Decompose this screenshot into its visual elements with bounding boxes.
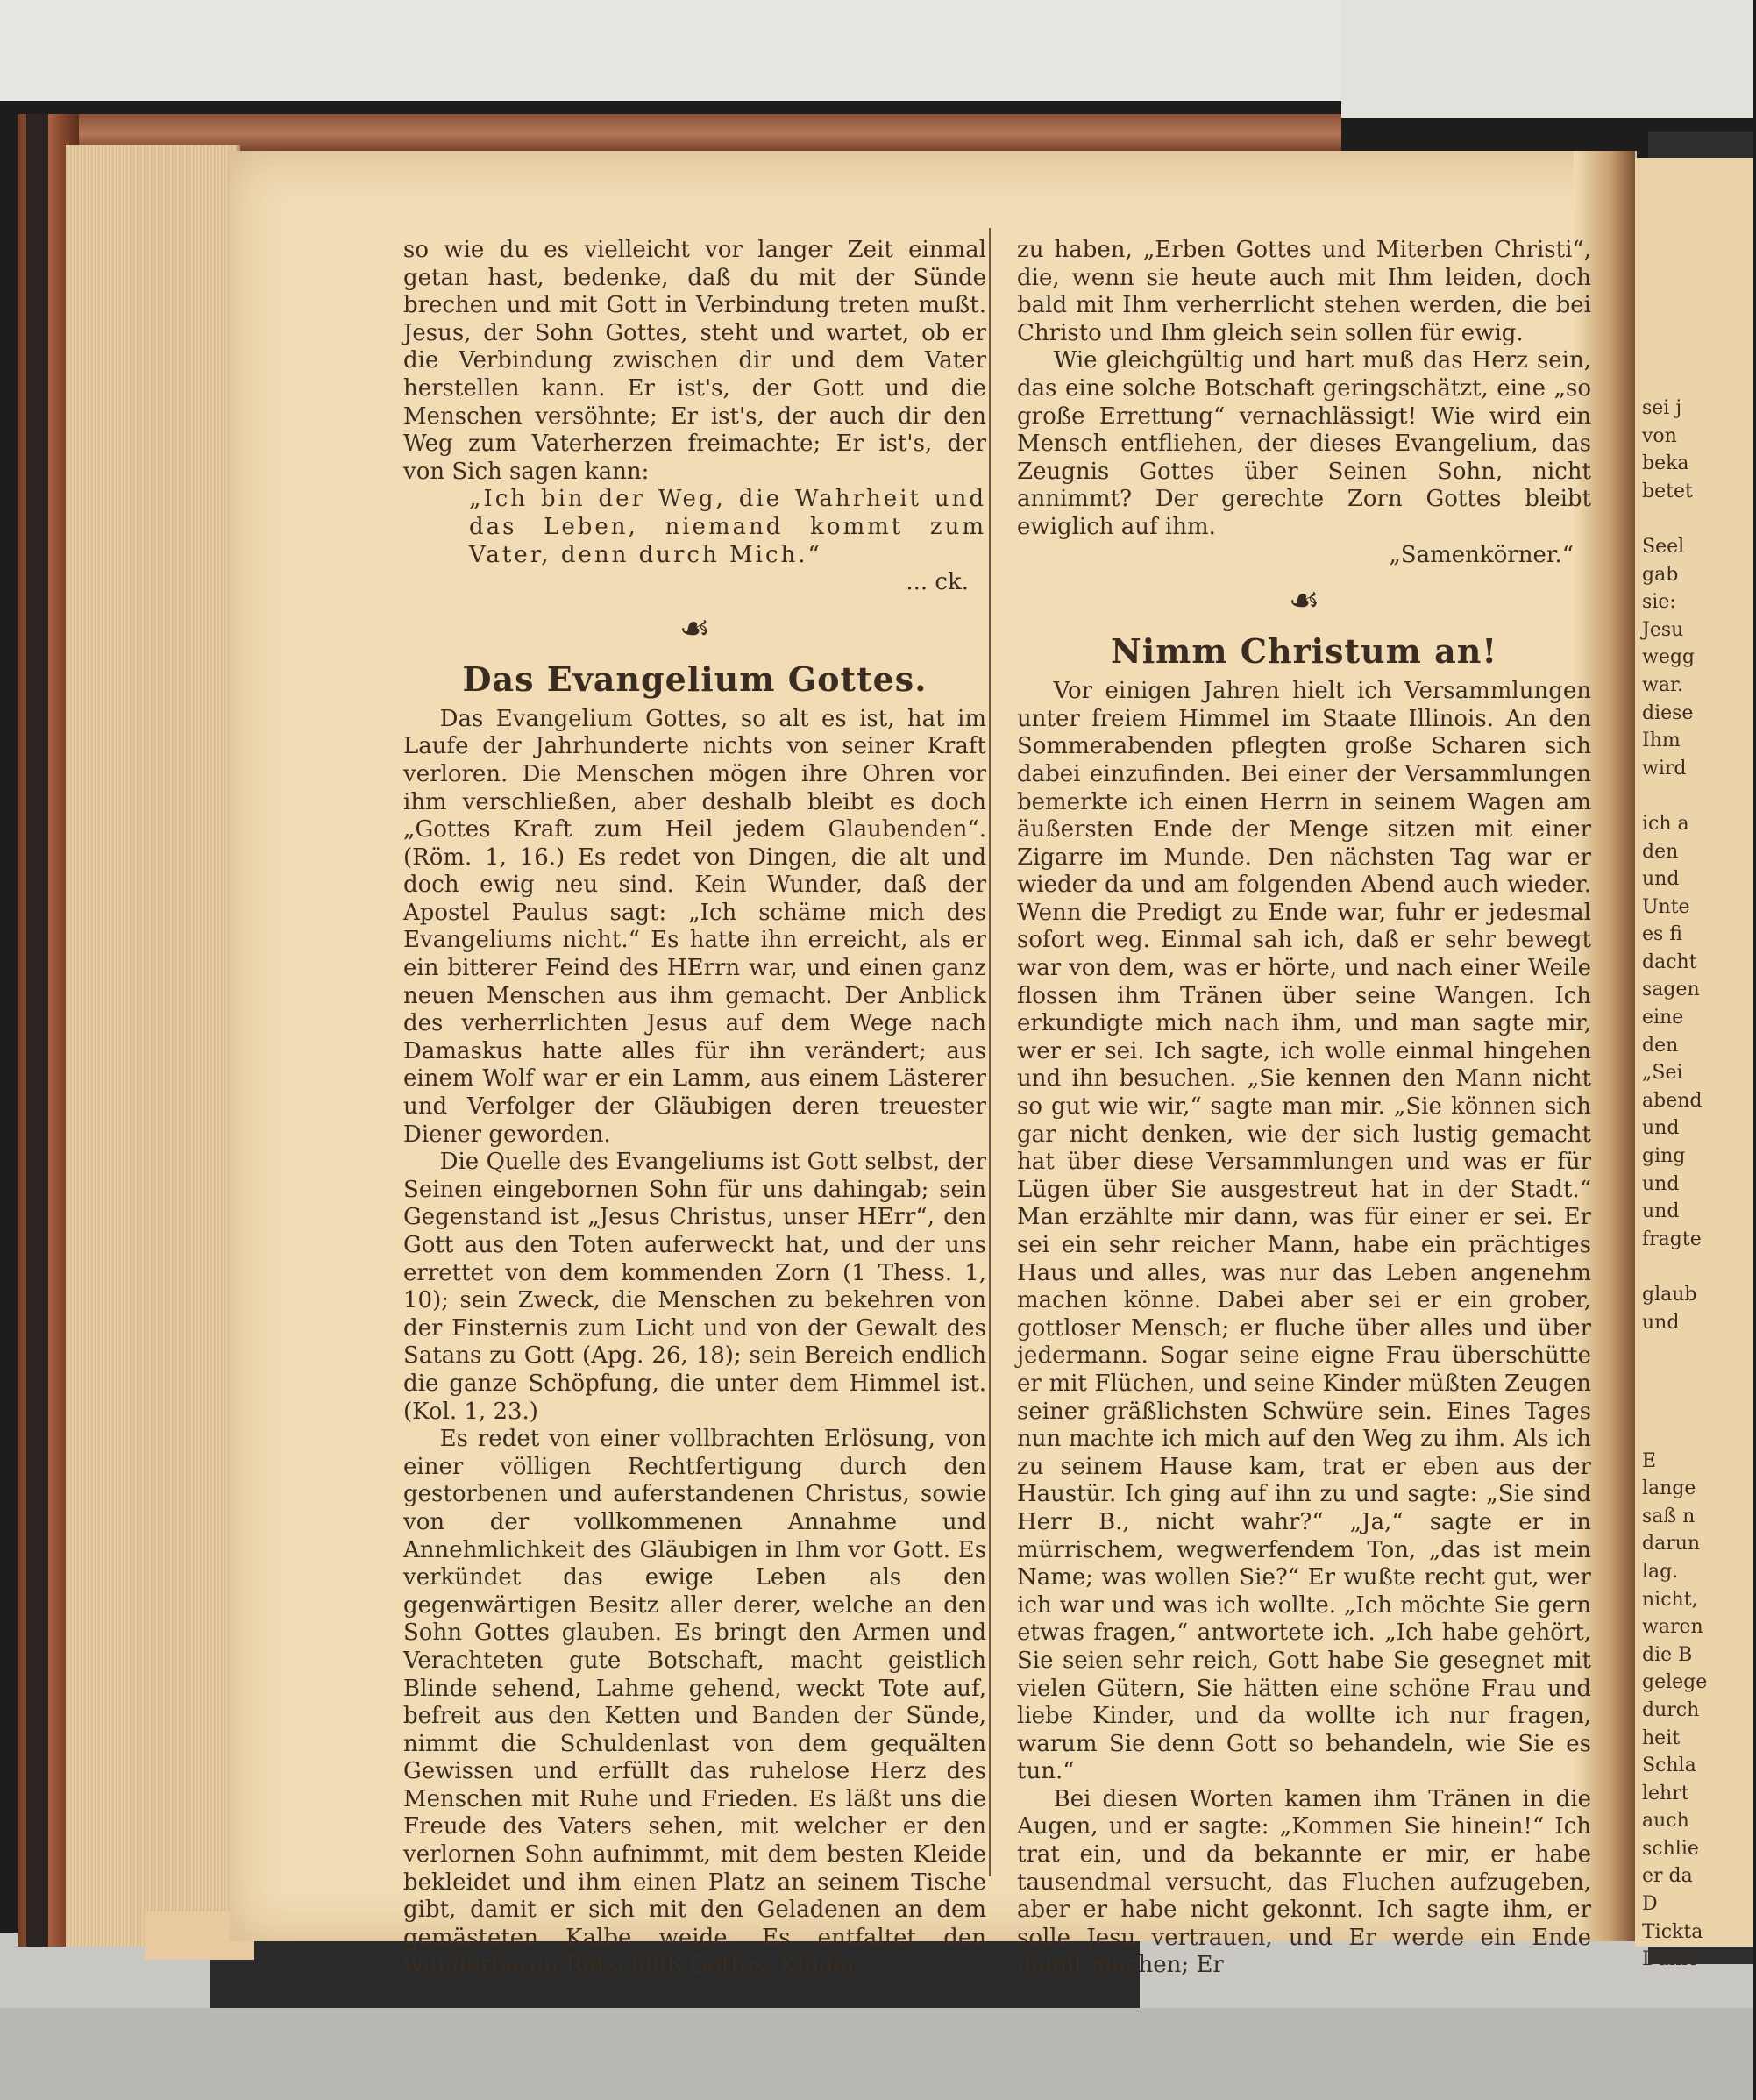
column-rule (989, 228, 991, 1876)
facing-page-line: sagen (1642, 979, 1700, 1001)
ornament-icon: ☙ (679, 608, 711, 649)
facing-page-line: Tickta (1642, 1920, 1703, 1943)
facing-page-line: er da (1642, 1865, 1693, 1888)
facing-page-line: und (1642, 1117, 1680, 1140)
paragraph: Die Quelle des Evangeliums ist Gott selbst, der Seinen eingebornen Sohn für uns dahingab; sein Gegenstand ist „Jesus Christus, unser HErr“, den Gott aus den Toten auferweckt hat, und der uns errettet von dem kommenden Zorn (1 Thess. 1, 10); sein Zweck, die Menschen zu bekehren von der Finsternis zum Licht und von der Gewalt des Satans zu Gott (Apg. 26, 18); sein Bereich endlich die ganze Schöpfung, die unter dem Himmel ist. (Kol. 1, 23.) (403, 1149, 986, 1425)
paragraph: zu haben, „Erben Gottes und Miterben Christi“, die, wenn sie heute auch mit Ihm leiden, doch bald mit Ihm verherrlicht stehen werden, die bei Christo und Ihm gleich sein sollen für ewig. (1017, 237, 1591, 346)
paragraph: Wie gleichgültig und hart muß das Herz sein, das eine solche Botschaft geringschätzt, eine „so große Errettung“ vernachlässigt! Wie wird ein Mensch entfliehen, der dieses Evangelium, das Zeugnis Gottes über Seinen Sohn, nicht annimmt? Der gerechte Zorn Gottes bleibt ewiglich auf ihm. (1017, 347, 1591, 540)
facing-page-line (1642, 505, 1756, 533)
facing-page-line: durch (1642, 1698, 1700, 1721)
paragraph: Das Evangelium Gottes, so alt es ist, hat im Laufe der Jahrhunderte nichts von seiner Kraft verloren. Die Menschen mögen ihre Ohren vor ihm verschließen, aber deshalb bleibt es doch „Gottes Kraft zum Heil jedem Glaubenden“. (Röm. 1, 16.) Es redet von Dingen, die alt und doch ewig neu sind. Kein Wunder, daß der Apostel Paulus sagt: „Ich schäme mich des Evangeliums nicht.“ Es hatte ihn erreicht, als er ein bitterer Feind des HErrn war, und einen ganz neuen Menschen aus ihm gemacht. Der Anblick des verherrlichten Jesus auf dem Wege nach Damaskus hatte alles für ihn verändert; aus einem Wolf war er ein Lamm, aus einem Lästerer und Verfolger der Gläubigen deren treuester Diener geworden. (403, 705, 986, 1148)
facing-page-line: heit (1642, 1726, 1681, 1749)
facing-page-line: wegg (1642, 646, 1696, 669)
facing-page-line: betet (1642, 480, 1693, 502)
facing-page-line: fragte (1642, 1228, 1702, 1250)
facing-page-line (1642, 1336, 1756, 1364)
book-spine (26, 114, 48, 1947)
facing-page-line: gab (1642, 563, 1679, 586)
facing-page-line (1642, 1392, 1756, 1420)
facing-page-line (1642, 1364, 1756, 1392)
facing-page-line: schlie (1642, 1837, 1699, 1860)
facing-page-line: lehrt (1642, 1782, 1689, 1805)
facing-page-line: und (1642, 868, 1680, 891)
paragraph: Vor einigen Jahren hielt ich Versammlungen unter freiem Himmel im Staate Illinois. An den Sommerabenden pflegten große Scharen sich dabei einzufinden. Bei einer der Versammlungen bemerkte ich einen Herrn in seinem Wagen am äußersten Ende der Menge sitzen mit einer Zigarre im Munde. Den nächsten Tag war er wieder da und am folgenden Abend auch wieder. Wenn die Predigt zu Ende war, fuhr er jedesmal sofort weg. Einmal sah ich, daß er sehr bewegt war von dem, was er hörte, und nach einer Weile flossen ihm Tränen über seine Wangen. Ich erkundigte mich nach ihm, und man sagte mir, wer er sei. Ich sagte, ich wolle einmal hingehen und ihn besuchen. „Sie kennen den Mann nicht so gut wie wir,“ sagte man mir. „Sie können sich gar nicht denken, wie der sich lustig gemacht hat über diese Versammlungen und was er für Lügen über Sie ausgestreut hat in der Stadt.“ Man erzählte mir dann, was für einer er sei. Er sei ein sehr reicher Mann, habe ein prächtiges Haus und alles, was nur das Leben angenehm machen könne. Dabei aber sei er ein grober, gottloser Mensch; er fluche über alles und über jedermann. Sogar seine eigne Frau überschütte er mit Flüchen, und seine Kinder müßten Zeugen seiner gräßlichsten Schwüre sein. Eines Tages nun machte ich mich auf den Weg zu ihm. Als ich zu seinem Hause kam, trat er eben aus der Haustür. Ich ging auf ihn zu und sagte: „Sie sind Herr B., nicht wahr?“ „Ja,“ sagte er in mürrischem, wegwerfendem Ton, „das ist mein Name; was wollen Sie?“ Er wußte recht gut, wer ich war und was ich wollte. „Ich möchte Sie gern etwas fragen,“ antwortete ich. „Ich habe gehört, Sie seien sehr reich, Gott habe Sie gesegnet mit vielen Gütern, Sie hätten eine schöne Frau und liebe Kinder, und da wollte ich nur fragen, warum Sie denn Gott so behandeln, wie Sie es tun.“ (1017, 678, 1591, 1785)
facing-page-line: sie: (1642, 591, 1676, 614)
paragraph: Bei diesen Worten kamen ihm Tränen in die Augen, und er sagte: „Kommen Sie hinein!“ Ich trat ein, und da bekannte er mir, er habe tausendmal versucht, das Fluchen aufzugeben, aber er habe nicht gekonnt. Ich sagte ihm, er solle Jesu vertrauen, und Er werde ein Ende damit machen; Er (1017, 1785, 1591, 1979)
scan-background-top-right (1341, 0, 1753, 118)
facing-page-line: darun (1642, 1533, 1701, 1555)
facing-page-line: Ihm (1642, 730, 1681, 752)
book-cover-top (79, 114, 1341, 153)
facing-page-line: wird (1642, 757, 1687, 779)
scripture-quote: „Ich bin der Weg, die Wahrheit und das Leben, niemand kommt zum Vater, denn durch Mich.“ (469, 486, 986, 568)
facing-page-line: „Sei (1642, 1062, 1683, 1085)
facing-page-line (1642, 1420, 1756, 1448)
facing-page-line: es fi (1642, 923, 1682, 946)
facing-page-line: eine (1642, 1007, 1684, 1029)
facing-page-line: nicht, (1642, 1588, 1698, 1611)
facing-page (1635, 158, 1753, 1971)
facing-page-line: Seel (1642, 535, 1685, 558)
facing-page-line: diese (1642, 701, 1694, 724)
facing-page-line: und (1642, 1200, 1680, 1223)
article-heading: Nimm Christum an! (1110, 631, 1498, 672)
facing-page-line: Unte (1642, 895, 1690, 918)
facing-page-line: lag. (1642, 1560, 1679, 1583)
facing-page-line: sei j (1642, 397, 1682, 419)
facing-page-line: gelege (1642, 1671, 1708, 1694)
facing-page-line: und (1642, 1311, 1680, 1334)
facing-page-line (1642, 782, 1756, 810)
quote-signature: ... ck. (906, 569, 969, 596)
facing-page-line: den (1642, 1034, 1679, 1057)
facing-page-line: glaub (1642, 1284, 1697, 1306)
page-block-edges (66, 145, 240, 1947)
facing-page-line: dacht (1642, 950, 1697, 973)
facing-page-line: den (1642, 840, 1679, 863)
facing-page-line: E (1642, 1449, 1657, 1472)
facing-page-line: ging (1642, 1145, 1686, 1168)
paragraph: Es redet von einer vollbrachten Erlösung, von einer völligen Rechtfertigung durch den gestorbenen und auferstandenen Christus, sowie von der vollkommenen Annahme und Annehmlichkeit des Gläubigen in Ihm vor Gott. Es verkündet das ewige Leben als den gegenwärtigen Besitz aller derer, welche an den Sohn Gottes glauben. Es bringt den Armen und Verachteten gute Botschaft, macht geistlich Blinde sehend, Lahme gehend, weckt Tote auf, befreit aus den Ketten und Banden der Sünde, nimmt die Schuldenlast von dem gequälten Gewissen und erfüllt das ruhelose Herz des Menschen mit Ruhe und Frieden. Es läßt uns die Freude des Vaters sehen, mit welcher er den verlornen Sohn aufnimmt, mit dem besten Kleide bekleidet und ihm einen Platz an seinem Tische gibt, damit er sich mit den Geladenen an dem gemästeten Kalbe weide. Es entfaltet den wunderbaren Ratschluß Gottes, Kinder (403, 1426, 986, 1979)
facing-page-line: waren (1642, 1616, 1703, 1639)
facing-page-line: von (1642, 424, 1677, 447)
facing-page-line: Jesu (1642, 618, 1684, 641)
facing-page-line: beka (1642, 452, 1689, 475)
facing-page-line: und (1642, 1172, 1680, 1195)
facing-page-line: die B (1642, 1643, 1693, 1666)
facing-page-line: auch (1642, 1810, 1689, 1833)
facing-page-line: lange (1642, 1477, 1696, 1500)
facing-page-line: Danie (1642, 1948, 1699, 1971)
left-column (403, 237, 986, 1980)
facing-page-line: Schla (1642, 1755, 1696, 1777)
right-column (1017, 237, 1591, 1980)
facing-page-text (1642, 395, 1756, 1974)
article-heading: Das Evangelium Gottes. (462, 658, 928, 699)
facing-page-line: war. (1642, 673, 1684, 696)
paragraph: so wie du es vielleicht vor langer Zeit einmal getan hast, bedenke, daß du mit der Sünde brechen und mit Gott in Verbindung treten mußt. Jesus, der Sohn Gottes, steht und wartet, ob er die Verbindung zwischen dir und dem Vater herstellen kann. Er ist's, der Gott und die Menschen versöhnte; Er ist's, der auch dir den Weg zum Vaterherzen freimachte; Er ist's, der von Sich sagen kann: (403, 237, 986, 485)
facing-page-line: D (1642, 1893, 1658, 1916)
source-attribution: „Samenkörner.“ (1389, 541, 1574, 568)
ornament-icon: ☙ (1288, 580, 1320, 622)
facing-page-line: abend (1642, 1089, 1703, 1112)
facing-page-line: saß n (1642, 1505, 1696, 1527)
facing-page-line (1642, 1253, 1756, 1281)
scan-background-bottom-strip (0, 2008, 1753, 2100)
facing-page-line: ich a (1642, 812, 1689, 835)
